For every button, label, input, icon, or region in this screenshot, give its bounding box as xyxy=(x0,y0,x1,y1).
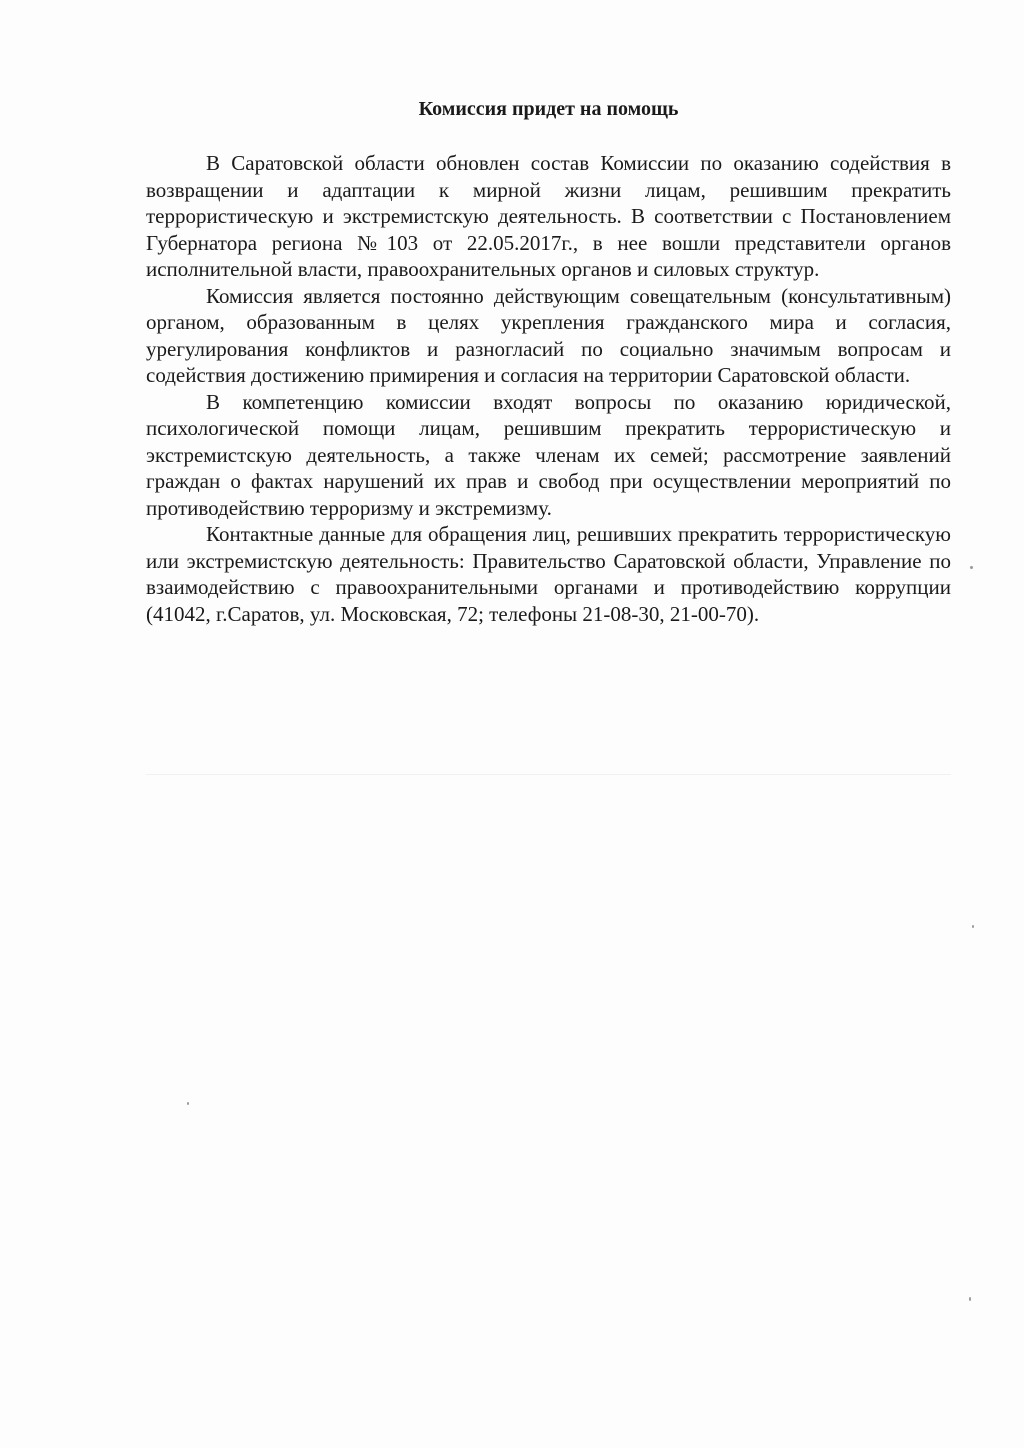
document-title: Комиссия придет на помощь xyxy=(418,98,679,120)
paragraph-competence: В компетенцию комиссии входят вопросы по оказанию юридической, психологической помощи лицам, решившим прекратить террористическую и экстремистскую деятельность, а также членам их семей; рассмотрение заявлений граждан о фактах нарушений их прав и свобод при осуществлении мероприятий по противодействию терроризму и экстремизму. xyxy=(146,389,951,520)
scan-speck xyxy=(187,1102,189,1105)
document-body xyxy=(146,96,951,627)
paragraph-composition: В Саратовской области обновлен состав Комиссии по оказанию содействия в возвращении и адаптации к мирной жизни лицам, решившим прекратить террористическую и экстремистскую деятельность. В соответствии с Постановлением Губернатора региона №103 от 22.05.2017г., в нее вошли представители органов исполнительной власти, правоохранительных органов и силовых структур. xyxy=(146,151,951,281)
paragraph-contacts: Контактные данные для обращения лиц, решивших прекратить террористическую или экстремистскую деятельность: Правительство Саратовской области, Управление по взаимодействию с правоохранительными органами и противодействию коррупции (41042, г.Саратов, ул. Московская, 72; телефоны 21-08-30, 21-00-70). xyxy=(146,522,951,626)
scan-speck xyxy=(969,1297,971,1301)
scan-artifact-line xyxy=(146,774,951,775)
scan-speck xyxy=(970,566,973,569)
scan-speck xyxy=(972,925,974,928)
paragraph-status: Комиссия является постоянно действующим совещательным (консультативным) органом, образованным в целях укрепления гражданского мира и согласия, урегулирования конфликтов и разногласий по социально значимым вопросам и содействия достижению примирения и согласия на территории Саратовской области. xyxy=(146,283,951,387)
